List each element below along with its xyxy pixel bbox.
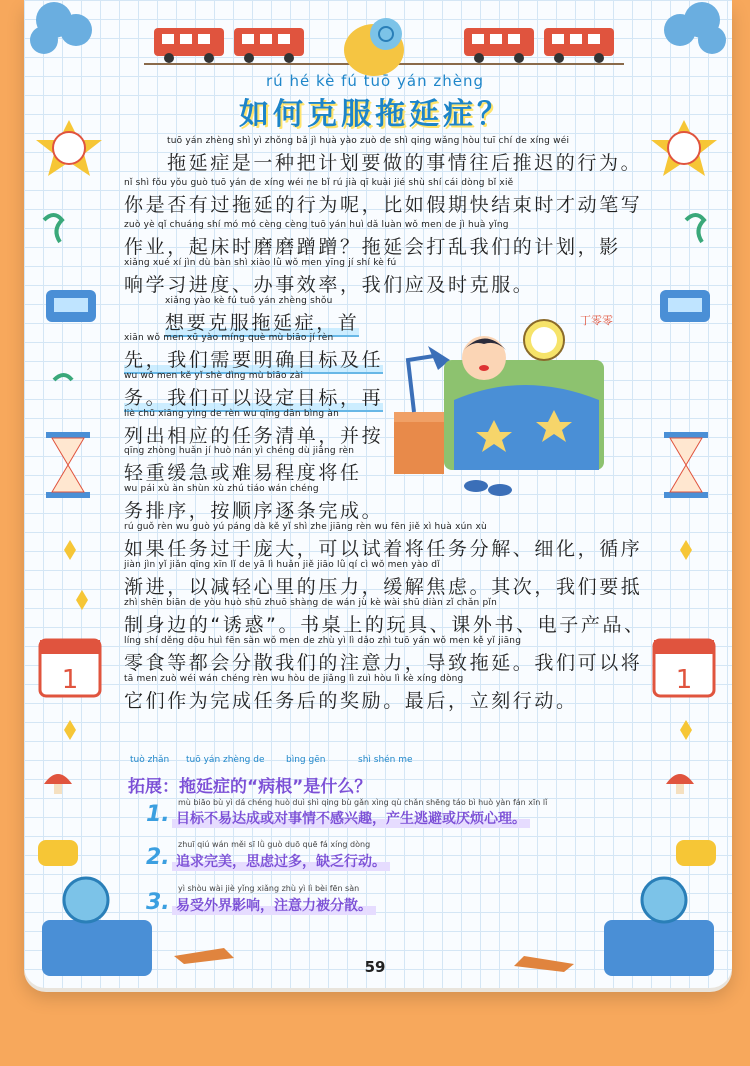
text-line: 想要克服拖延症，首 xyxy=(165,308,359,337)
extension-title: 拓展：拖延症的“病根”是什么？ xyxy=(128,777,372,797)
item-number-2: 2. xyxy=(146,845,170,870)
text-line: 零食等都会分散我们的注意力，导致拖延。我们可以将 xyxy=(124,652,643,674)
pinyin-line: líng shí děng dōu huì fēn sàn wǒ men de zhù yì lì dǎo zhì tuō yán wǒ men kě yǐ jiāng xyxy=(124,636,522,646)
text-line: 它们作为完成任务后的奖励。最后，立刻行动。 xyxy=(124,690,578,712)
text-line: 列出相应的任务清单，并按 xyxy=(124,425,384,447)
pinyin-line: wu pái xù àn shùn xù zhú tiáo wán chéng xyxy=(124,484,319,494)
item-pinyin-3: yì shòu wài jiè yǐng xiǎng zhù yì lì bèi fēn sàn xyxy=(178,884,360,893)
top-decoration xyxy=(24,0,732,80)
pinyin-line: tuō yán zhèng shì yì zhǒng bǎ jì huà yào zuò de shì qing wǎng hòu tuī chí de xíng wéi xyxy=(167,136,570,146)
svg-text:1: 1 xyxy=(61,665,79,695)
text-line: 渐进，以减轻心里的压力，缓解焦虑。其次，我们要抵 xyxy=(124,576,643,598)
pinyin-line: qīng zhòng huǎn jí huò nán yì chéng dù jiāng rèn xyxy=(124,446,355,456)
text-line: 轻重缓急或难易程度将任 xyxy=(124,462,362,484)
pinyin-line: liè chū xiāng yìng de rèn wu qīng dān bìng àn xyxy=(124,409,339,419)
text-line: 制身边的“诱惑”。书桌上的玩具、课外书、电子产品、 xyxy=(124,614,646,636)
text-line: 先，我们需要明确目标及任 xyxy=(124,345,383,374)
title-pinyin: rú hé kè fú tuō yán zhèng xyxy=(266,72,484,90)
page-number: 59 xyxy=(364,958,386,976)
pinyin-line: zhì shēn biān de yòu huò shū zhuō shàng de wán jù kè wài shū diàn zǐ chǎn pǐn xyxy=(124,598,498,608)
pinyin-line: zuò yè qǐ chuáng shí mó mó cèng cèng tuō yán huì dǎ luàn wǒ men de jì huà yǐng xyxy=(124,220,509,230)
pinyin-line: xiǎng xué xí jìn dù bàn shì xiào lǜ wǒ men yīng jí shí kè fú xyxy=(124,258,397,268)
item-number-3: 3. xyxy=(146,890,170,915)
extension-pinyin-1: tuò zhǎn xyxy=(130,755,170,765)
pinyin-line: jiàn jìn yǐ jiǎn qīng xīn lǐ de yā lì huǎn jiě jiāo lǜ qí cì wǒ men yào dǐ xyxy=(124,560,440,570)
text-line: 拖延症是一种把计划要做的事情往后推迟的行为。 xyxy=(167,152,643,174)
sleeping-child-illustration xyxy=(384,300,624,510)
pinyin-line: tā men zuò wéi wán chéng rèn wu hòu de jiǎng lì zuì hòu lì kè xíng dòng xyxy=(124,674,464,684)
text-line: 务排序，按顺序逐条完成。 xyxy=(124,500,384,522)
mushroom-icon xyxy=(44,774,72,794)
page-title: 如何克服拖延症？ xyxy=(239,97,511,132)
item-text-1: 目标不易达成或对事情不感兴趣，产生逃避或厌烦心理。 xyxy=(172,808,530,828)
pinyin-line: xiǎng yào kè fú tuō yán zhèng shǒu xyxy=(165,296,333,306)
text-line: 如果任务过于庞大，可以试着将任务分解、细化，循序 xyxy=(124,538,643,560)
pinyin-line: rú guǒ rèn wu guò yú páng dà kě yǐ shì zhe jiāng rèn wu fēn jiě xì huà xún xù xyxy=(124,522,487,532)
pinyin-line: xiān wǒ men xū yào míng què mù biāo jí rèn xyxy=(124,333,334,343)
item-pinyin-1: mù biāo bù yì dá chéng huò duì shì qing bù gǎn xìng qù chǎn shēng táo bì huò yàn fán xīn lǐ xyxy=(178,798,548,807)
text-line: 作业，起床时磨磨蹭蹭？拖延会打乱我们的计划，影 xyxy=(124,236,621,258)
extension-pinyin-2: tuō yán zhèng de xyxy=(186,755,265,765)
text-line: 务。我们可以设定目标，再 xyxy=(124,383,383,412)
nightstand-icon xyxy=(394,420,444,474)
text-line: 响学习进度、办事效率，我们应及时克服。 xyxy=(124,274,535,296)
calendar-icon xyxy=(40,640,100,696)
desk-lamp-icon xyxy=(408,356,434,412)
item-number-1: 1. xyxy=(146,802,170,827)
pinyin-line: wu wǒ men kě yǐ shè dìng mù biāo zài xyxy=(124,371,304,381)
text-line: 你是否有过拖延的行为呢，比如假期快结束时才动笔写 xyxy=(124,194,643,216)
extension-pinyin-3: bìng gēn xyxy=(286,755,326,765)
right-decoration xyxy=(636,80,732,960)
svg-text:1: 1 xyxy=(675,665,693,695)
item-pinyin-2: zhuī qiú wán měi sī lǜ guò duō quē fá xíng dòng xyxy=(178,840,371,849)
pinyin-line: nǐ shì fǒu yǒu guò tuō yán de xíng wéi ne bǐ rú jià qī kuài jié shù shí cái dòng bǐ xiě xyxy=(124,178,514,188)
extension-pinyin-4: shì shén me xyxy=(358,755,413,765)
item-text-3: 易受外界影响，注意力被分散。 xyxy=(172,895,376,915)
hourglass-icon xyxy=(46,432,90,498)
item-text-2: 追求完美，思虑过多，缺乏行动。 xyxy=(172,851,390,871)
left-decoration xyxy=(24,80,114,960)
alarm-sound-text: 丁零零 xyxy=(580,314,613,327)
snail-icon xyxy=(344,18,404,76)
